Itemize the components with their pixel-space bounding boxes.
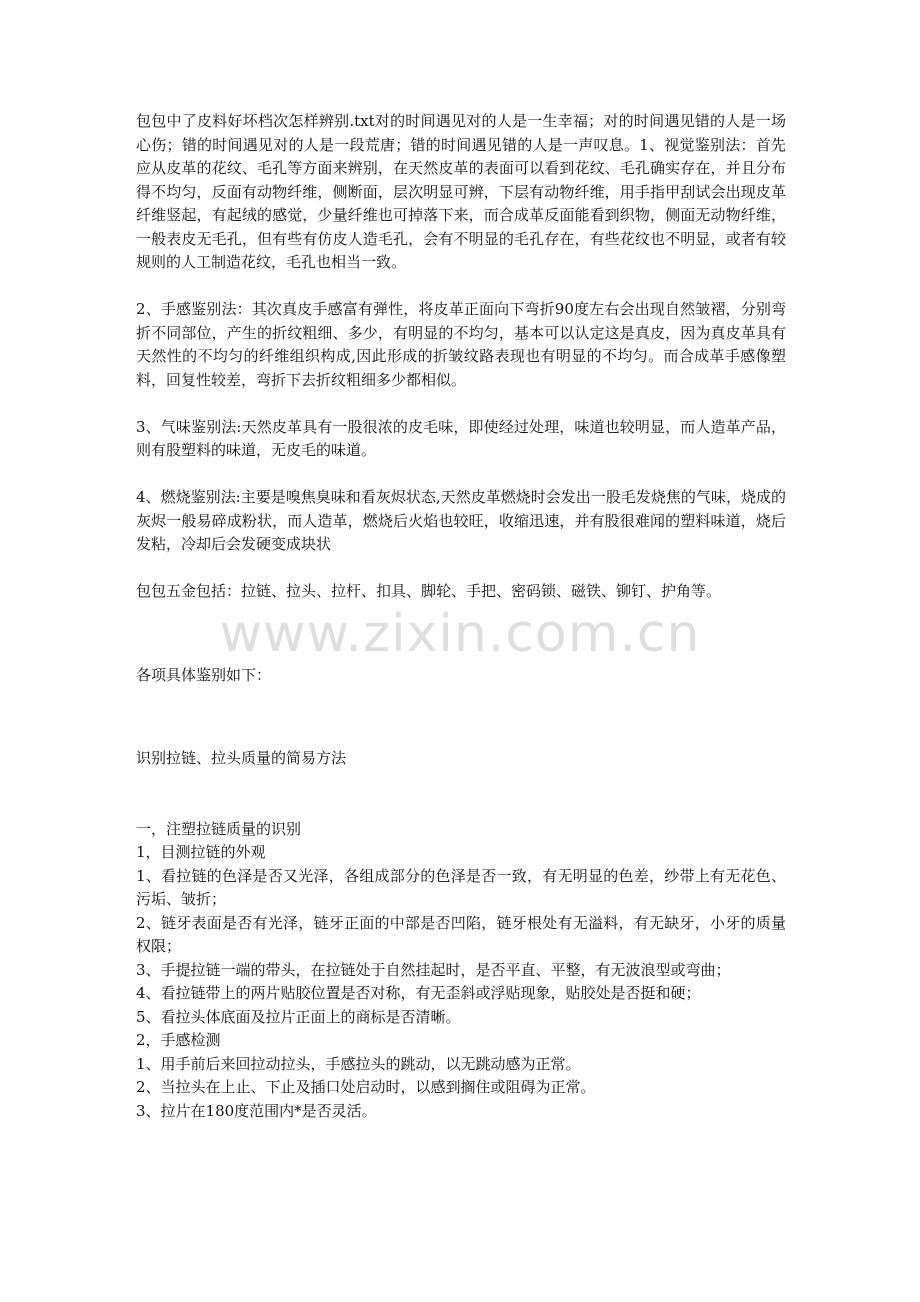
method-4-paragraph: 4、燃烧鉴别法:主要是嗅焦臭味和看灰烬状态,天然皮革燃烧时会发出一股毛发烧焦的气味，烧成的灰烬一般易碎成粉状，而人造革，燃烧后火焰也较旺，收缩迅速，并有股很难闻的塑料味道，烧后发粘，冷却后会发硬变成块状 bbox=[136, 488, 786, 553]
list-item: 1、用手前后来回拉动拉头，手感拉头的跳动，以无跳动感为正常。 bbox=[136, 1054, 581, 1073]
intro-paragraph: 包包中了皮料好坏档次怎样辨别.txt对的时间遇见对的人是一生幸福；对的时间遇见错的人是一场心伤；错的时间遇见对的人是一段荒唐；错的时间遇见错的人是一声叹息。1、视觉鉴别法：首先应从皮革的花纹、毛孔等方面来辨别，在天然皮革的表面可以看到花纹、毛孔确实存在，并且分布得不均匀，反面有动物纤维，侧断面，层次明显可辨，下层有动物纤维，用手指甲刮试会出现皮革纤维竖起，有起绒的感觉，少量纤维也可掉落下来，而合成革反面能看到织物，侧面无动物纤维，一般表皮无毛孔，但有些有仿皮人造毛孔，会有不明显的毛孔存在，有些花纹也不明显，或者有较规则的人工制造花纹，毛孔也相当一致。 bbox=[136, 112, 786, 271]
document-body bbox=[136, 110, 786, 1123]
watermark: www.zixin.com.cn bbox=[219, 604, 701, 664]
method-2-paragraph: 2、手感鉴别法：其次真皮手感富有弹性，将皮革正面向下弯折90度左右会出现自然皱褶，分别弯折不同部位，产生的折纹粗细、多少，有明显的不均匀，基本可以认定这是真皮，因为真皮革具有天然性的不均匀的纤维组织构成,因此形成的折皱纹路表现也有明显的不均匀。而合成革手感像塑料，回复性较差，弯折下去折纹粗细多少都相似。 bbox=[136, 300, 786, 389]
section-1-title: 一，注塑拉链质量的识别 bbox=[136, 819, 302, 838]
list-item: 2、当拉头在上止、下止及插口处启动时，以感到搁住或阻碍为正常。 bbox=[136, 1078, 596, 1096]
sub-2-title: 2，手感检测 bbox=[136, 1031, 221, 1049]
zipper-heading: 识别拉链、拉头质量的简易方法 bbox=[136, 749, 347, 767]
list-item: 2、链牙表面是否有光泽，链牙正面的中部是否凹陷，链牙根处有无溢料，有无缺牙，小牙的质量权限； bbox=[136, 913, 786, 955]
list-item: 1、看拉链的色泽是否又光泽，各组成部分的色泽是否一致，有无明显的色差，纱带上有无花色、污垢、皱折； bbox=[136, 866, 786, 908]
list-item: 3、手提拉链一端的带头，在拉链处于自然挂起时，是否平直、平整，有无波浪型或弯曲； bbox=[136, 960, 731, 979]
list-item: 3、拉片在180度范围内*是否灵活。 bbox=[136, 1101, 377, 1120]
details-heading: 各项具体鉴别如下： bbox=[136, 665, 272, 684]
list-item: 5、看拉头体底面及拉片正面上的商标是否清晰。 bbox=[136, 1007, 461, 1026]
method-3-paragraph: 3、气味鉴别法:天然皮革具有一股很浓的皮毛味，即使经过处理，味道也较明显，而人造革产品，则有股塑料的味道，无皮毛的味道。 bbox=[136, 417, 786, 459]
hardware-paragraph: 包包五金包括：拉链、拉头、拉杆、扣具、脚轮、手把、密码锁、磁铁、铆钉、护角等。 bbox=[136, 582, 722, 600]
list-item: 4、看拉链带上的两片贴胶位置是否对称，有无歪斜或浮贴现象，贴胶处是否挺和硬； bbox=[136, 984, 701, 1002]
sub-1-title: 1，目测拉链的外观 bbox=[136, 843, 266, 861]
